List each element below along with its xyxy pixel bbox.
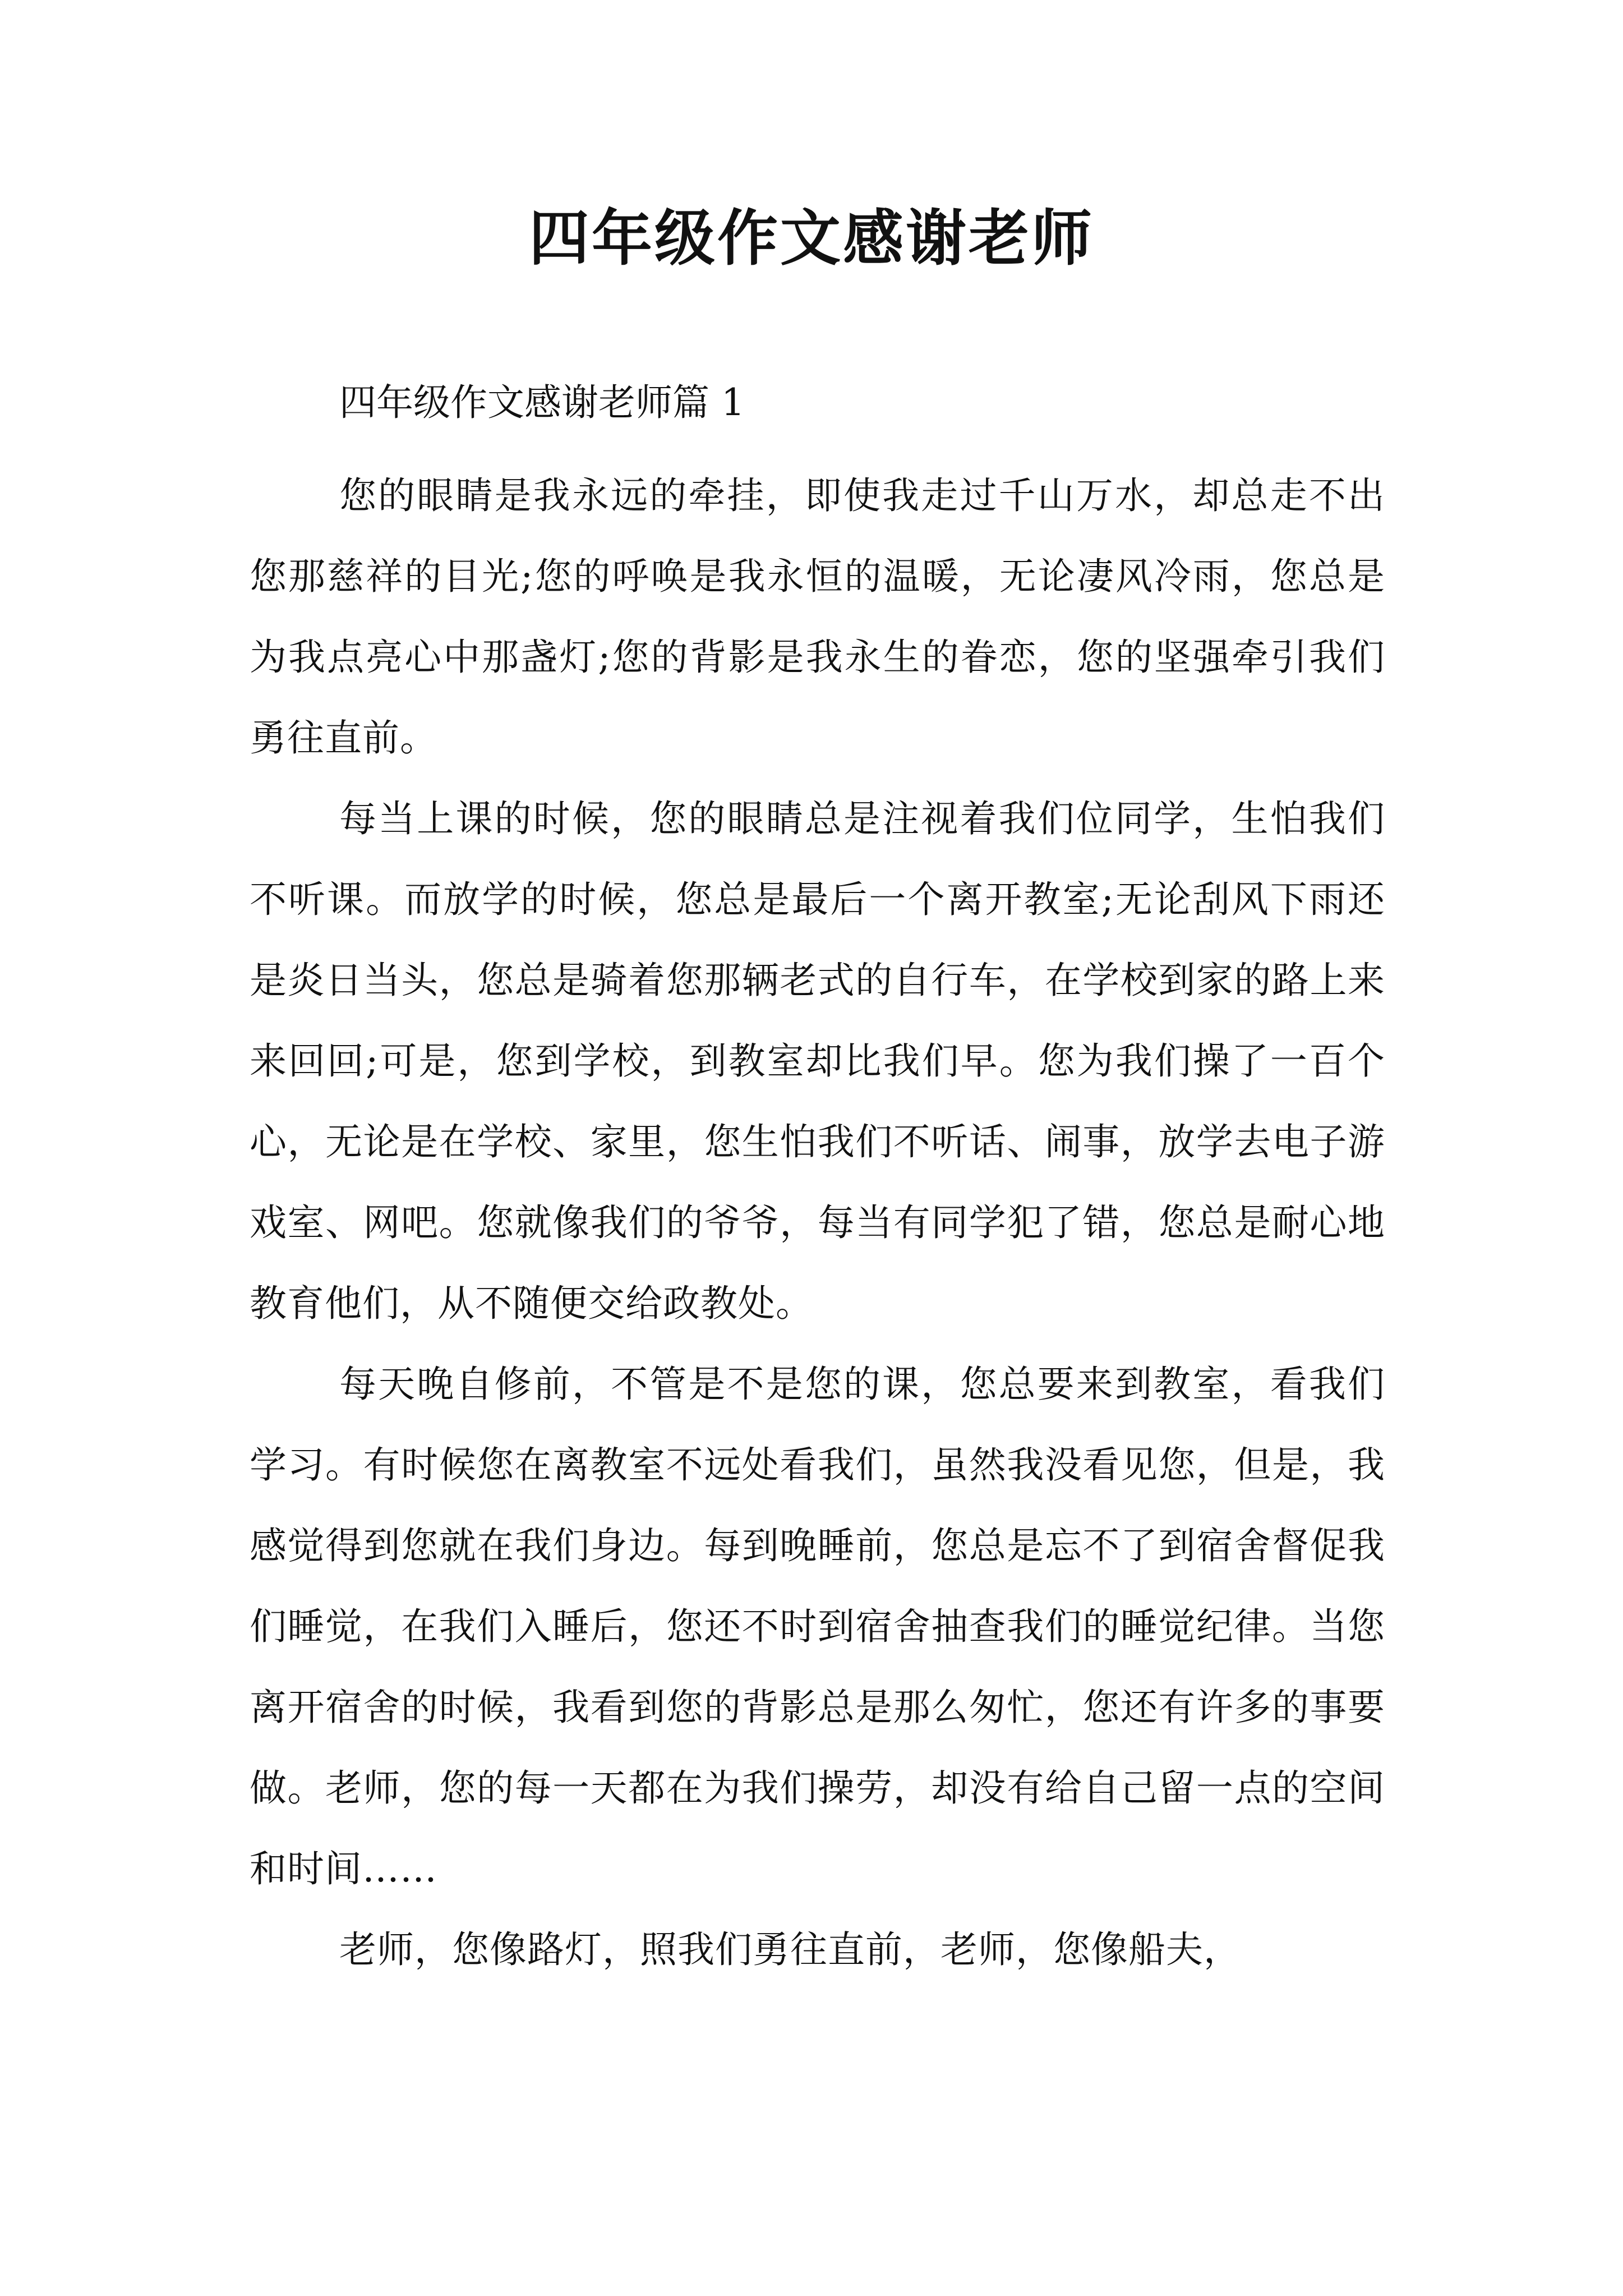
paragraph-3: 每天晚自修前，不管是不是您的课，您总要来到教室，看我们学习。有时候您在离教室不远处看我们，虽然我没看见您，但是，我感觉得到您就在我们身边。每到晚睡前，您总是忘不了到宿舍督促我们睡觉，在我们入睡后，您还不时到宿舍抽查我们的睡觉纪律。当您离开宿舍的时候，我看到您的背影总是那么匆忙，您还有许多的事要做。老师，您的每一天都在为我们操劳，却没有给自己留一点的空间和时间…… [250,1363,1385,1890]
paragraph-1: 您的眼睛是我永远的牵挂，即使我走过千山万水，却总走不出您那慈祥的目光;您的呼唤是我永恒的温暖，无论凄风冷雨，您总是为我点亮心中那盏灯;您的背影是我永生的眷恋，您的坚强牵引我们勇往直前。 [250,474,1385,760]
paragraph-2: 每当上课的时候，您的眼睛总是注视着我们位同学，生怕我们不听课。而放学的时候，您总是最后一个离开教室;无论刮风下雨还是炎日当头，您总是骑着您那辆老式的自行车，在学校到家的路上来来回回;可是，您到学校，到教室却比我们早。您为我们操了一百个心，无论是在学校、家里，您生怕我们不听话、闹事，放学去电子游戏室、网吧。您就像我们的爷爷，每当有同学犯了错，您总是耐心地教育他们，从不随便交给政教处。 [250,797,1385,1325]
paragraph-4: 老师，您像路灯，照我们勇往直前，老师，您像船夫， [339,1928,1241,1971]
document-title: 四年级作文感谢老师 [528,203,1094,274]
document-body [250,375,1385,1990]
section-heading: 四年级作文感谢老师篇 1 [339,381,745,424]
